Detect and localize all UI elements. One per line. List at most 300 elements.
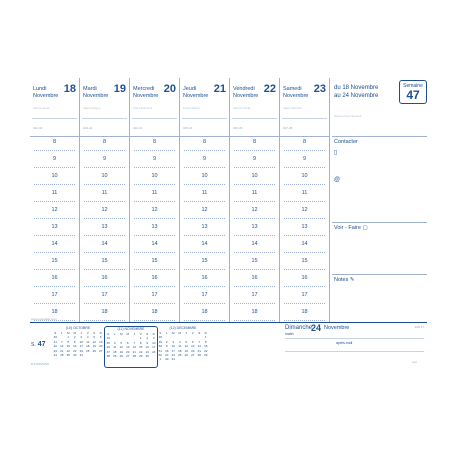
mini-calendar-cell: 21 bbox=[60, 348, 64, 353]
hour-label: 15 bbox=[101, 258, 108, 264]
mini-calendar-cell: 27 bbox=[99, 348, 103, 353]
bottom-strip bbox=[30, 317, 427, 375]
hour-line bbox=[84, 218, 125, 219]
hour-line bbox=[234, 286, 275, 287]
hour-line bbox=[284, 235, 325, 236]
day-column-0[interactable] bbox=[30, 137, 80, 323]
mini-calendar-cell: L bbox=[113, 332, 116, 336]
mini-calendar-cell: 8 bbox=[67, 339, 70, 344]
mini-calendar-cell: S bbox=[146, 332, 149, 336]
hour-label: 14 bbox=[201, 241, 208, 247]
hour-line bbox=[84, 303, 125, 304]
hour-grid bbox=[30, 136, 330, 323]
week-saint: Sainte-Flora Samedi bbox=[334, 114, 362, 118]
mini-calendar-cell: 13 bbox=[191, 344, 195, 349]
mini-calendar-cell: 1 bbox=[139, 336, 142, 341]
todo-section[interactable] bbox=[332, 223, 427, 275]
mini-calendar-cell: 6 bbox=[99, 335, 102, 340]
day-header-5 bbox=[280, 78, 330, 136]
mini-calendar-cell: 49 bbox=[158, 339, 162, 344]
day-month: Novembre bbox=[133, 93, 159, 99]
hour-label: 8 bbox=[302, 139, 307, 145]
mini-calendar-cell: 18 bbox=[86, 344, 90, 349]
bottom-left-code: B-FORMANS bbox=[31, 362, 49, 366]
hour-label: 15 bbox=[51, 258, 58, 264]
mini-calendar-cell: 46 bbox=[106, 345, 110, 350]
day-index: 325-40 bbox=[183, 126, 193, 130]
mini-calendar-cell: 14 bbox=[132, 345, 136, 350]
sunday-name: Dimanche bbox=[285, 325, 313, 331]
mini-calendar-cell: 10 bbox=[171, 344, 175, 349]
mini-calendar-cell: 12 bbox=[119, 345, 123, 350]
mini-calendar-cell: M bbox=[73, 331, 76, 335]
mini-calendar-cell: S bbox=[198, 331, 201, 335]
day-number: 21 bbox=[213, 83, 226, 95]
day-header-4 bbox=[230, 78, 280, 136]
hour-label: 17 bbox=[51, 292, 58, 298]
mini-calendar-cell: 16 bbox=[73, 344, 77, 349]
hour-line bbox=[84, 235, 125, 236]
mini-calendar-cell: 52 bbox=[158, 353, 162, 358]
hour-line bbox=[184, 235, 225, 236]
hour-line bbox=[234, 252, 275, 253]
hour-line bbox=[84, 150, 125, 151]
mini-calendar-cell: 23 bbox=[73, 348, 77, 353]
mini-calendar-cell: 25 bbox=[113, 354, 117, 359]
day-column-5[interactable] bbox=[280, 137, 330, 323]
day-divider bbox=[132, 118, 177, 119]
hour-line bbox=[34, 286, 75, 287]
week-label: Semaine bbox=[403, 83, 423, 89]
mini-calendar-cell: 19 bbox=[92, 344, 96, 349]
hour-label: 17 bbox=[301, 292, 308, 298]
hour-line bbox=[34, 201, 75, 202]
hour-line bbox=[184, 218, 225, 219]
hour-line bbox=[184, 269, 225, 270]
side-panel bbox=[332, 136, 427, 323]
mini-calendar-cell: 45 bbox=[106, 340, 110, 345]
sunday-morning-label: matin bbox=[285, 332, 294, 336]
mini-calendar-cell: 1 bbox=[204, 335, 207, 340]
hour-label: 10 bbox=[251, 173, 258, 179]
mini-calendar-cell: D bbox=[99, 331, 102, 335]
hour-line bbox=[84, 201, 125, 202]
mini-calendar-cell: 15 bbox=[66, 344, 70, 349]
todo-title bbox=[334, 225, 368, 231]
week-header bbox=[332, 78, 427, 136]
day-name: Mardi bbox=[83, 86, 97, 92]
mini-calendar-cell: 13 bbox=[126, 345, 130, 350]
hour-label: 13 bbox=[251, 224, 258, 230]
week-number-box bbox=[399, 80, 427, 104]
hour-line bbox=[84, 184, 125, 185]
hour-line bbox=[134, 184, 175, 185]
mini-calendar-cell: 1 bbox=[67, 335, 70, 340]
hour-label: 11 bbox=[201, 190, 208, 196]
hour-line bbox=[34, 252, 75, 253]
hour-label: 17 bbox=[101, 292, 108, 298]
sunday-number: 24 bbox=[311, 323, 322, 333]
mini-calendar-cell: 30 bbox=[165, 357, 169, 362]
day-saint: Saint-Edmond bbox=[133, 106, 153, 110]
mini-calendar-cell: S bbox=[107, 332, 110, 336]
hour-label: 8 bbox=[102, 139, 107, 145]
mini-calendar-cell: V bbox=[86, 331, 89, 335]
notes-section[interactable] bbox=[332, 275, 427, 323]
mini-calendar-cell: 4 bbox=[113, 340, 116, 345]
checkbox-icon: ▢ bbox=[362, 225, 368, 231]
mini-calendar-1 bbox=[104, 326, 158, 368]
hour-label: 15 bbox=[251, 258, 258, 264]
day-number: 23 bbox=[313, 83, 326, 95]
mini-calendar-cell: 42 bbox=[53, 344, 57, 349]
mini-calendar-cell: 8 bbox=[139, 340, 142, 345]
mini-calendar-cell: 24 bbox=[79, 348, 83, 353]
mini-calendar-cell: V bbox=[139, 332, 142, 336]
mini-calendar-cell: 9 bbox=[146, 340, 149, 345]
mini-calendar-cell: 15 bbox=[204, 344, 208, 349]
hour-line bbox=[284, 286, 325, 287]
day-column-2[interactable] bbox=[130, 137, 180, 323]
hour-label: 10 bbox=[101, 173, 108, 179]
hour-line bbox=[234, 320, 275, 321]
hour-label: 11 bbox=[151, 190, 158, 196]
mini-calendar-cell: 20 bbox=[191, 348, 195, 353]
week-range-end: au 24 Novembre bbox=[334, 93, 379, 99]
mini-calendar-cell: 19 bbox=[184, 348, 188, 353]
sunday-line bbox=[285, 338, 424, 339]
bottom-week-number bbox=[31, 341, 45, 348]
mini-calendar-cell: 5 bbox=[93, 335, 96, 340]
mini-calendar-cell: M bbox=[172, 331, 175, 335]
day-name: Vendredi bbox=[233, 86, 255, 92]
mini-calendar-cell: 3 bbox=[172, 339, 175, 344]
mini-calendar-cell: 12 bbox=[184, 344, 188, 349]
hour-line bbox=[134, 269, 175, 270]
week-range-start: du 18 Novembre bbox=[334, 85, 379, 91]
mini-calendar-cell: 28 bbox=[197, 353, 201, 358]
hour-line bbox=[134, 252, 175, 253]
day-saint: Présentation bbox=[183, 106, 200, 110]
mini-calendar-cell: 8 bbox=[204, 339, 207, 344]
mini-calendar-cell: 30 bbox=[73, 353, 77, 358]
mini-calendar-cell: J bbox=[185, 331, 187, 335]
mini-calendar-cell: 10 bbox=[152, 340, 156, 345]
hour-line bbox=[34, 184, 75, 185]
hour-label: 15 bbox=[301, 258, 308, 264]
day-saint: Sainte-Aude bbox=[33, 106, 50, 110]
mini-calendar-cell: 44 bbox=[53, 353, 57, 358]
mini-calendar-cell: 13 bbox=[99, 339, 103, 344]
pencil-icon: ✎ bbox=[349, 277, 355, 283]
todo-label: Voir - Faire bbox=[334, 225, 361, 231]
hour-line bbox=[234, 269, 275, 270]
hour-label: 11 bbox=[251, 190, 258, 196]
hour-label: 10 bbox=[51, 173, 58, 179]
day-name: Jeudi bbox=[183, 86, 197, 92]
mini-calendar-2 bbox=[157, 326, 209, 366]
hour-label: 9 bbox=[52, 156, 57, 162]
hour-label: 11 bbox=[301, 190, 308, 196]
hour-label: 12 bbox=[201, 207, 208, 213]
hour-label: 13 bbox=[151, 224, 158, 230]
day-divider bbox=[232, 118, 277, 119]
notes-title bbox=[334, 277, 355, 283]
hour-line bbox=[284, 218, 325, 219]
mini-calendar-cell: 21 bbox=[197, 348, 201, 353]
hour-line bbox=[234, 150, 275, 151]
mini-calendar-cell: 25 bbox=[86, 348, 90, 353]
mini-calendar-cell: 44 bbox=[106, 336, 110, 341]
mini-calendar-cell: S bbox=[159, 331, 162, 335]
contact-section[interactable] bbox=[332, 137, 427, 223]
hour-label: 16 bbox=[201, 275, 208, 281]
day-index: 323-42 bbox=[83, 126, 93, 130]
hour-label: 17 bbox=[251, 292, 258, 298]
hour-line bbox=[284, 150, 325, 151]
mini-calendar-cell: M bbox=[67, 331, 70, 335]
mini-calendar-cell: 15 bbox=[139, 345, 143, 350]
mini-calendar-cell: 2 bbox=[146, 336, 149, 341]
mini-calendar-cell: L bbox=[60, 331, 63, 335]
week-range bbox=[334, 84, 396, 100]
day-header-row bbox=[30, 78, 330, 136]
day-month: Novembre bbox=[33, 93, 59, 99]
hour-line bbox=[234, 167, 275, 168]
hour-label: 10 bbox=[301, 173, 308, 179]
hour-label: 15 bbox=[151, 258, 158, 264]
hour-label: 9 bbox=[202, 156, 207, 162]
mini-calendar-cell: 18 bbox=[178, 348, 182, 353]
hour-line bbox=[284, 167, 325, 168]
mini-calendar-cell: 12 bbox=[92, 339, 96, 344]
day-month: Novembre bbox=[83, 93, 109, 99]
mini-calendar-cell: 23 bbox=[165, 353, 169, 358]
mini-calendar-cell: 2 bbox=[73, 335, 76, 340]
day-header-2 bbox=[130, 78, 180, 136]
hour-label: 13 bbox=[301, 224, 308, 230]
hour-line bbox=[134, 320, 175, 321]
hour-label: 16 bbox=[301, 275, 308, 281]
day-header-3 bbox=[180, 78, 230, 136]
mini-calendar-cell: 31 bbox=[171, 357, 175, 362]
mini-calendar-cell bbox=[203, 357, 210, 361]
hour-label: 15 bbox=[201, 258, 208, 264]
sunday-month: Novembre bbox=[324, 325, 350, 331]
hour-line bbox=[134, 218, 175, 219]
mini-calendar-title: (11) NOVEMBRE bbox=[117, 327, 145, 331]
hour-line bbox=[34, 235, 75, 236]
day-column-3[interactable] bbox=[180, 137, 230, 323]
hour-label: 9 bbox=[152, 156, 157, 162]
hour-line bbox=[284, 201, 325, 202]
hour-label: 18 bbox=[301, 309, 308, 315]
hour-line bbox=[184, 303, 225, 304]
mini-calendar-grid bbox=[157, 331, 209, 362]
mini-calendar-cell: 20 bbox=[99, 344, 103, 349]
mini-calendar-cell: 4 bbox=[178, 339, 181, 344]
mini-calendar-cell: 24 bbox=[171, 353, 175, 358]
mini-calendar-cell: 6 bbox=[126, 340, 129, 345]
day-month: Novembre bbox=[233, 93, 259, 99]
mini-calendar-cell: 7 bbox=[133, 340, 136, 345]
hour-label: 16 bbox=[101, 275, 108, 281]
hour-line bbox=[234, 201, 275, 202]
hour-label: 18 bbox=[51, 309, 58, 315]
mini-calendar-cell: 22 bbox=[139, 349, 143, 354]
brand-url: www.quovadis.com bbox=[31, 317, 57, 321]
mini-calendar-cell: M bbox=[126, 332, 129, 336]
hour-label: 17 bbox=[151, 292, 158, 298]
mini-calendar-cell: 40 bbox=[53, 335, 57, 340]
phone-icon: ▯ bbox=[334, 150, 338, 156]
day-index: 322-43 bbox=[33, 126, 43, 130]
hour-line bbox=[284, 184, 325, 185]
mini-calendar-cell: 18 bbox=[113, 349, 117, 354]
hour-label: 16 bbox=[151, 275, 158, 281]
bottom-week-num: 47 bbox=[37, 341, 46, 348]
mini-calendar-cell: 3 bbox=[80, 335, 83, 340]
mini-calendar-cell: 50 bbox=[158, 344, 162, 349]
hour-line bbox=[234, 303, 275, 304]
day-divider bbox=[82, 118, 127, 119]
mini-calendar-cell: 2 bbox=[165, 339, 168, 344]
mini-calendar-cell: 11 bbox=[86, 339, 90, 344]
hour-line bbox=[184, 150, 225, 151]
mini-calendar-cell: 14 bbox=[60, 344, 64, 349]
mini-calendar-cell: M bbox=[178, 331, 181, 335]
mini-calendar-cell: 26 bbox=[92, 348, 96, 353]
mini-calendar-cell: 22 bbox=[204, 348, 208, 353]
mini-calendar-cell: 30 bbox=[145, 354, 149, 359]
sunday-afternoon-label: après-midi bbox=[336, 341, 353, 345]
hour-label: 18 bbox=[151, 309, 158, 315]
mini-calendar-cell: D bbox=[204, 331, 207, 335]
hour-label: 8 bbox=[202, 139, 207, 145]
hour-label: 13 bbox=[51, 224, 58, 230]
hour-line bbox=[284, 269, 325, 270]
mini-calendar-cell: 3 bbox=[152, 336, 155, 341]
hour-line bbox=[34, 150, 75, 151]
hour-label: 17 bbox=[201, 292, 208, 298]
hour-label: 9 bbox=[302, 156, 307, 162]
mini-calendar-cell: 9 bbox=[165, 344, 168, 349]
day-divider bbox=[32, 118, 77, 119]
hour-label: 14 bbox=[101, 241, 108, 247]
day-divider bbox=[182, 118, 227, 119]
mini-calendar-cell: 25 bbox=[178, 353, 182, 358]
mini-calendar-title: (12) DÉCEMBRE bbox=[169, 326, 197, 330]
hour-label: 18 bbox=[101, 309, 108, 315]
day-month: Novembre bbox=[283, 93, 309, 99]
hour-line bbox=[84, 167, 125, 168]
day-index: 324-41 bbox=[133, 126, 143, 130]
mini-calendar-cell: 48 bbox=[158, 335, 162, 340]
mini-calendar-cell: 23 bbox=[145, 349, 149, 354]
day-saint: Sainte-Cécile bbox=[233, 106, 251, 110]
mini-calendar-grid bbox=[105, 332, 157, 358]
hour-line bbox=[234, 184, 275, 185]
hour-label: 12 bbox=[101, 207, 108, 213]
mini-calendar-cell: 26 bbox=[119, 354, 123, 359]
mini-calendar-cell: J bbox=[80, 331, 82, 335]
day-divider bbox=[282, 118, 327, 119]
mini-calendar-cell: 7 bbox=[60, 339, 63, 344]
mini-calendar-cell: 1 bbox=[159, 357, 162, 362]
day-number: 19 bbox=[113, 83, 126, 95]
mini-calendar-cell: 47 bbox=[106, 349, 110, 354]
hour-label: 16 bbox=[51, 275, 58, 281]
day-number: 18 bbox=[63, 83, 76, 95]
hour-label: 11 bbox=[51, 190, 58, 196]
hour-line bbox=[234, 235, 275, 236]
hour-label: 13 bbox=[201, 224, 208, 230]
hour-line bbox=[34, 303, 75, 304]
mini-calendar-cell: 28 bbox=[132, 354, 136, 359]
mini-calendar-cell: 11 bbox=[178, 344, 182, 349]
hour-label: 14 bbox=[301, 241, 308, 247]
sunday-line bbox=[285, 351, 424, 352]
hour-label: 12 bbox=[151, 207, 158, 213]
day-index: 326-39 bbox=[233, 126, 243, 130]
hour-line bbox=[134, 167, 175, 168]
mini-calendar-cell: 41 bbox=[53, 339, 57, 344]
hour-line bbox=[284, 320, 325, 321]
mini-calendar-cell: 16 bbox=[145, 345, 149, 350]
hour-line bbox=[284, 252, 325, 253]
mini-calendar-cell: 21 bbox=[132, 349, 136, 354]
hour-line bbox=[184, 167, 225, 168]
mini-calendar-title: (10) OCTOBRE bbox=[65, 326, 91, 330]
hour-line bbox=[134, 235, 175, 236]
day-name: Lundi bbox=[33, 86, 47, 92]
day-number: 22 bbox=[263, 83, 276, 95]
mini-calendar-cell: 6 bbox=[191, 339, 194, 344]
mini-calendar-cell: 14 bbox=[197, 344, 201, 349]
mini-calendar-cell: 9 bbox=[73, 339, 76, 344]
hour-label: 8 bbox=[152, 139, 157, 145]
mini-calendar-cell: 20 bbox=[126, 349, 130, 354]
mini-calendar-cell: 16 bbox=[165, 348, 169, 353]
notes-label: Notes bbox=[334, 277, 349, 283]
hour-label: 8 bbox=[52, 139, 57, 145]
mini-calendar-cell: 24 bbox=[152, 349, 156, 354]
day-column-4[interactable] bbox=[230, 137, 280, 323]
hour-line bbox=[134, 150, 175, 151]
hour-line bbox=[184, 286, 225, 287]
day-name: Mercredi bbox=[133, 86, 155, 92]
sunday-index: 329-37 bbox=[414, 325, 424, 329]
sunday-block[interactable] bbox=[282, 323, 427, 375]
agenda-sheet bbox=[30, 78, 427, 374]
hour-line bbox=[184, 184, 225, 185]
mini-calendar-cell: 4 bbox=[86, 335, 89, 340]
hour-line bbox=[234, 218, 275, 219]
day-column-1[interactable] bbox=[80, 137, 130, 323]
mini-calendar-cell: 7 bbox=[198, 339, 201, 344]
hour-line bbox=[134, 303, 175, 304]
mini-calendar-cell: 28 bbox=[60, 353, 64, 358]
mini-calendar-cell: 11 bbox=[113, 345, 117, 350]
hour-line bbox=[84, 320, 125, 321]
mini-calendar-cell: 27 bbox=[191, 353, 195, 358]
mini-calendar-cell: 29 bbox=[66, 353, 70, 358]
day-index: 327-38 bbox=[283, 126, 293, 130]
hour-label: 11 bbox=[101, 190, 108, 196]
mini-calendar-grid bbox=[52, 331, 104, 357]
hour-line bbox=[134, 201, 175, 202]
day-number: 20 bbox=[163, 83, 176, 95]
